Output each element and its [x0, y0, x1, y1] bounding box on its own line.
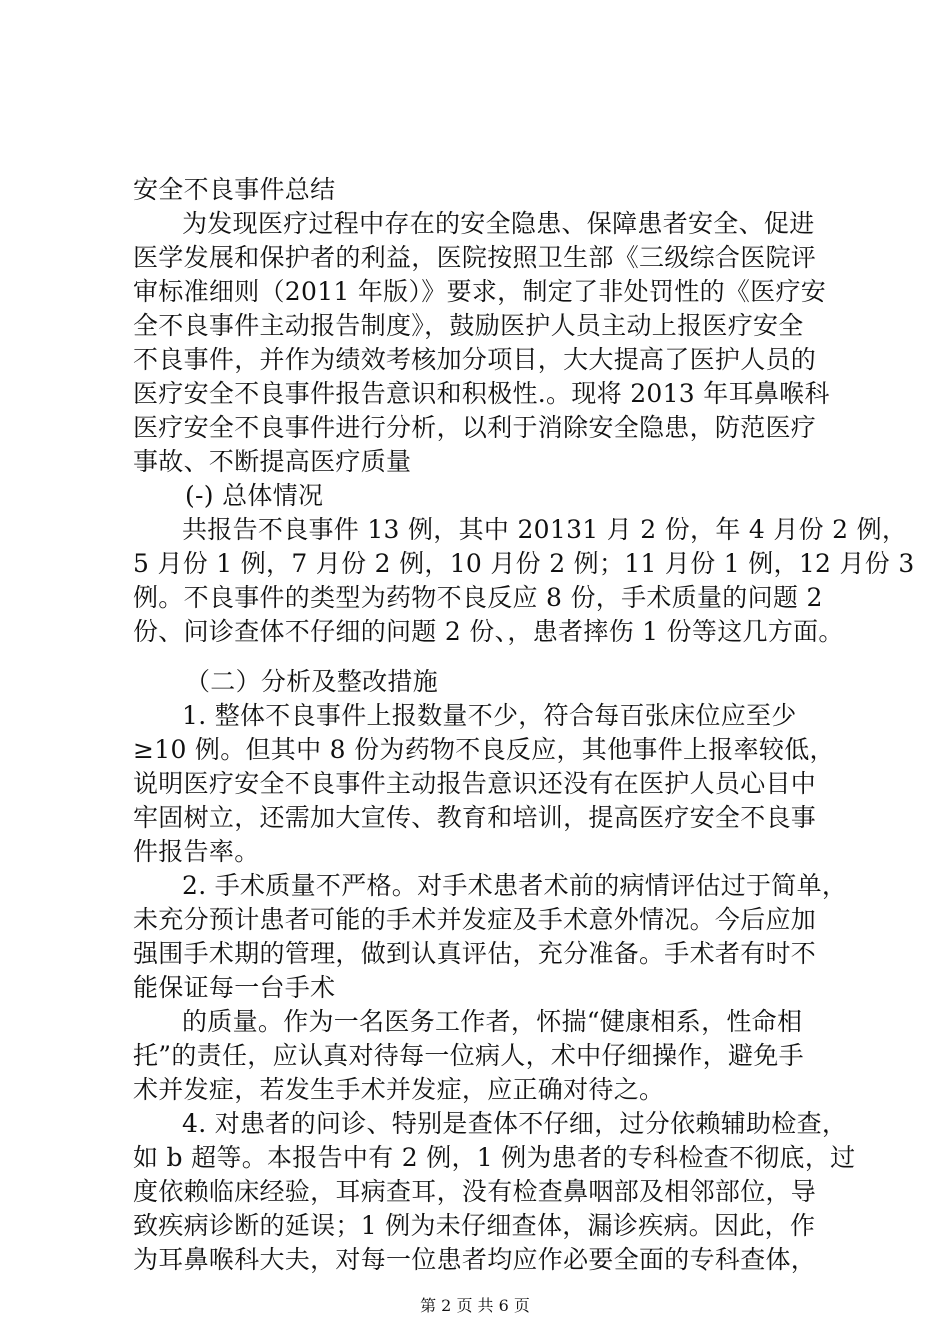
paragraph-line: 全不良事件主动报告制度》，鼓励医护人员主动上报医疗安全	[133, 311, 804, 340]
paragraph-line: 致疾病诊断的延误；1 例为未仔细查体，漏诊疾病。因此，作	[133, 1211, 816, 1240]
paragraph-line: 1. 整体不良事件上报数量不少，符合每百张床位应至少	[182, 701, 797, 730]
paragraph-line: 4. 对患者的问诊、特别是查体不仔细，过分依赖辅助检查，	[182, 1109, 848, 1138]
paragraph-line: 强围手术期的管理，做到认真评估，充分准备。手术者有时不	[133, 939, 817, 968]
paragraph-line: 不良事件，并作为绩效考核加分项目，大大提高了医护人员的	[133, 345, 817, 374]
paragraph-line: 能保证每一台手术	[133, 973, 336, 1002]
paragraph-line: 2. 手术质量不严格。对手术患者术前的病情评估过于简单，	[182, 871, 848, 900]
section-heading: （二）分析及整改措施	[185, 667, 439, 696]
paragraph-line: 术并发症，若发生手术并发症，应正确对待之。	[133, 1075, 665, 1104]
paragraph-line: 5 月份 1 例，7 月份 2 例，10 月份 2 例；11 月份 1 例，12 月份 3	[133, 549, 915, 578]
page-number-footer: 第 2 页 共 6 页	[420, 1296, 530, 1315]
paragraph-line: 为耳鼻喉科大夫，对每一位患者均应作必要全面的专科查体，	[133, 1245, 817, 1274]
paragraph-line: 件报告率。	[133, 837, 260, 866]
paragraph-line: 说明医疗安全不良事件主动报告意识还没有在医护人员心目中	[133, 769, 817, 798]
document-title: 安全不良事件总结	[133, 175, 336, 204]
section-heading: (-) 总体情况	[185, 481, 324, 510]
paragraph-line: ≥10 例。但其中 8 份为药物不良反应，其他事件上报率较低，	[133, 735, 835, 764]
paragraph-line: 审标准细则（2011 年版）》要求，制定了非处罚性的《医疗安	[133, 277, 827, 306]
paragraph-line: 托”的责任，应认真对待每一位病人，术中仔细操作，避免手	[133, 1041, 804, 1070]
paragraph-line: 度依赖临床经验，耳病查耳，没有检查鼻咽部及相邻部位，导	[133, 1177, 817, 1206]
paragraph-line: 未充分预计患者可能的手术并发症及手术意外情况。今后应加	[133, 905, 817, 934]
paragraph-line: 牢固树立，还需加大宣传、教育和培训，提高医疗安全不良事	[133, 803, 817, 832]
paragraph-line: 事故、不断提高医疗质量	[133, 447, 412, 476]
paragraph-line: 例。不良事件的类型为药物不良反应 8 份，手术质量的问题 2	[133, 583, 823, 612]
paragraph-line: 份、问诊查体不仔细的问题 2 份、，患者摔伤 1 份等这几方面。	[133, 617, 844, 646]
paragraph-line: 医疗安全不良事件进行分析，以利于消除安全隐患，防范医疗	[133, 413, 817, 442]
paragraph-line: 的质量。作为一名医务工作者，怀揣“健康相系，性命相	[182, 1007, 803, 1036]
paragraph-line: 医疗安全不良事件报告意识和积极性.。现将 2013 年耳鼻喉科	[133, 379, 830, 408]
paragraph-line: 如 b 超等。本报告中有 2 例，1 例为患者的专科检查不彻底，过	[133, 1143, 856, 1172]
paragraph-line: 共报告不良事件 13 例，其中 20131 月 2 份，年 4 月份 2 例，	[182, 515, 908, 544]
paragraph-line: 为发现医疗过程中存在的安全隐患、保障患者安全、促进	[182, 209, 815, 238]
paragraph-line: 医学发展和保护者的利益，医院按照卫生部《三级综合医院评	[133, 243, 817, 272]
